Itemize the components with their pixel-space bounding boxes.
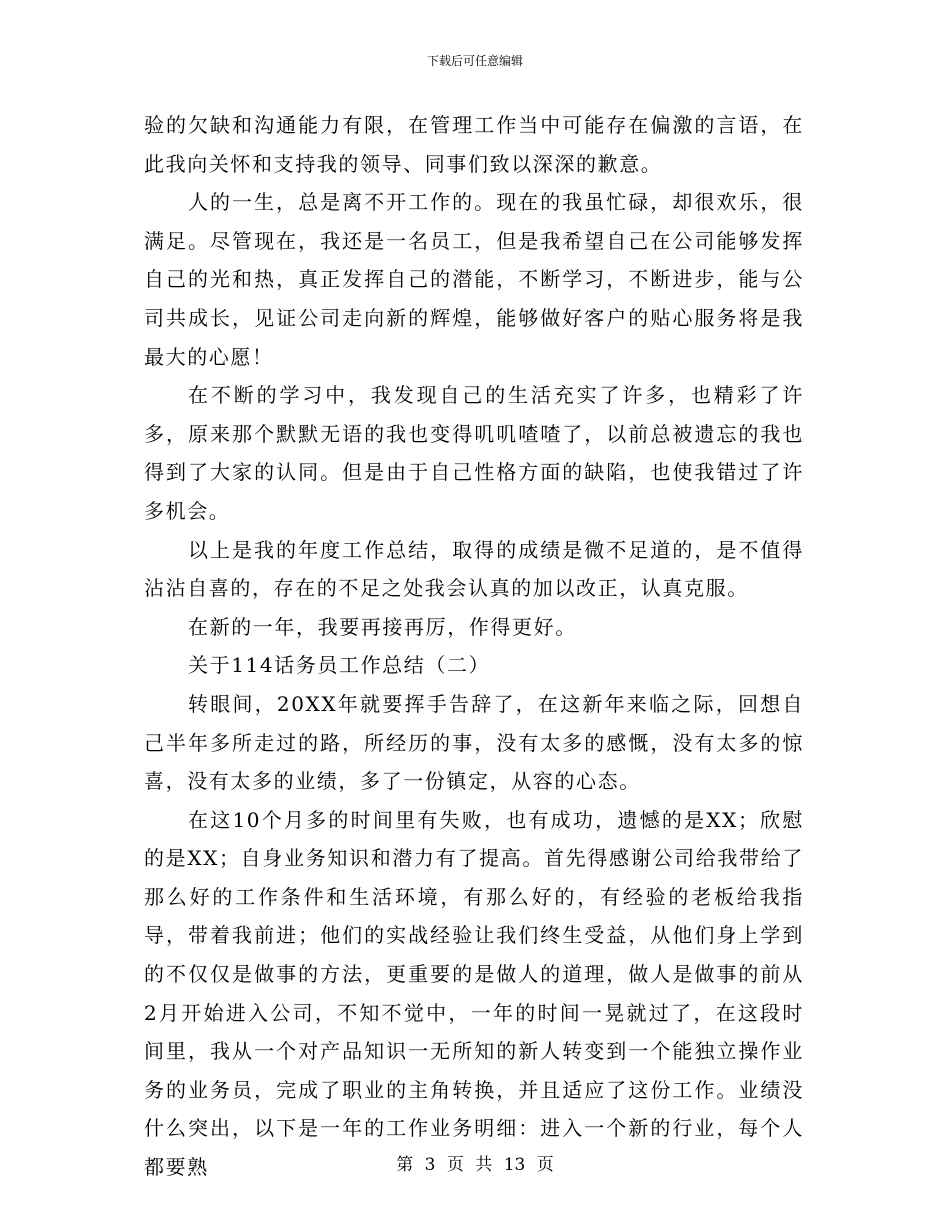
- paragraph: 在不断的学习中，我发现自己的生活充实了许多，也精彩了许多，原来那个默默无语的我也变得叽叽喳喳了，以前总被遗忘的我也得到了大家的认同。但是由于自己性格方面的缺陷，也使我错过了许多机会。: [144, 383, 804, 523]
- paragraph: 在这10个月多的时间里有失败，也有成功，遗憾的是XX；欣慰的是XX；自身业务知识和潜力有了提高。首先得感谢公司给我带给了那么好的工作条件和生活环境，有那么好的，有经验的老板给我指导，带着我前进；他们的实战经验让我们终生受益，从他们身上学到的不仅仅是做事的方法，更重要的是做人的道理，做人是做事的前从2月开始进入公司，不知不觉中，一年的时间一晃就过了，在这段时间里，我从一个对产品知识一无所知的新人转变到一个能独立操作业务的业务员，完成了职业的主角转换，并且适应了这份工作。业绩没什么突出，以下是一年的工作业务明细：进入一个新的行业，每个人都要熟: [144, 807, 804, 1180]
- paragraph: 转眼间，20XX年就要挥手告辞了，在这新年来临之际，回想自己半年多所走过的路，所经历的事，没有太多的感慨，没有太多的惊喜，没有太多的业绩，多了一份镇定，从容的心态。: [144, 691, 804, 794]
- page-header: 下载后可任意编辑: [426, 54, 523, 68]
- section-heading: 关于114话务员工作总结（二）: [188, 653, 491, 678]
- paragraph-continued: 验的欠缺和沟通能力有限，在管理工作当中可能存在偏激的言语，在此我向关怀和支持我的领导、同事们致以深深的歉意。: [144, 113, 804, 176]
- paragraph: 以上是我的年度工作总结，取得的成绩是微不足道的，是不值得沾沾自喜的，存在的不足之处我会认真的加以改正，认真克服。: [144, 537, 804, 601]
- document-body: [144, 106, 804, 1187]
- paragraph: 人的一生，总是离不开工作的。现在的我虽忙碌，却很欢乐，很满足。尽管现在，我还是一名员工，但是我希望自己在公司能够发挥自己的光和热，真正发挥自己的潜能，不断学习，不断进步，能与公司共成长，见证公司走向新的辉煌，能够做好客户的贴心服务将是我最大的心愿！: [144, 190, 804, 369]
- paragraph: 在新的一年，我要再接再厉，作得更好。: [188, 614, 577, 639]
- page-number-footer: 第 3 页 共 13 页: [396, 1155, 554, 1175]
